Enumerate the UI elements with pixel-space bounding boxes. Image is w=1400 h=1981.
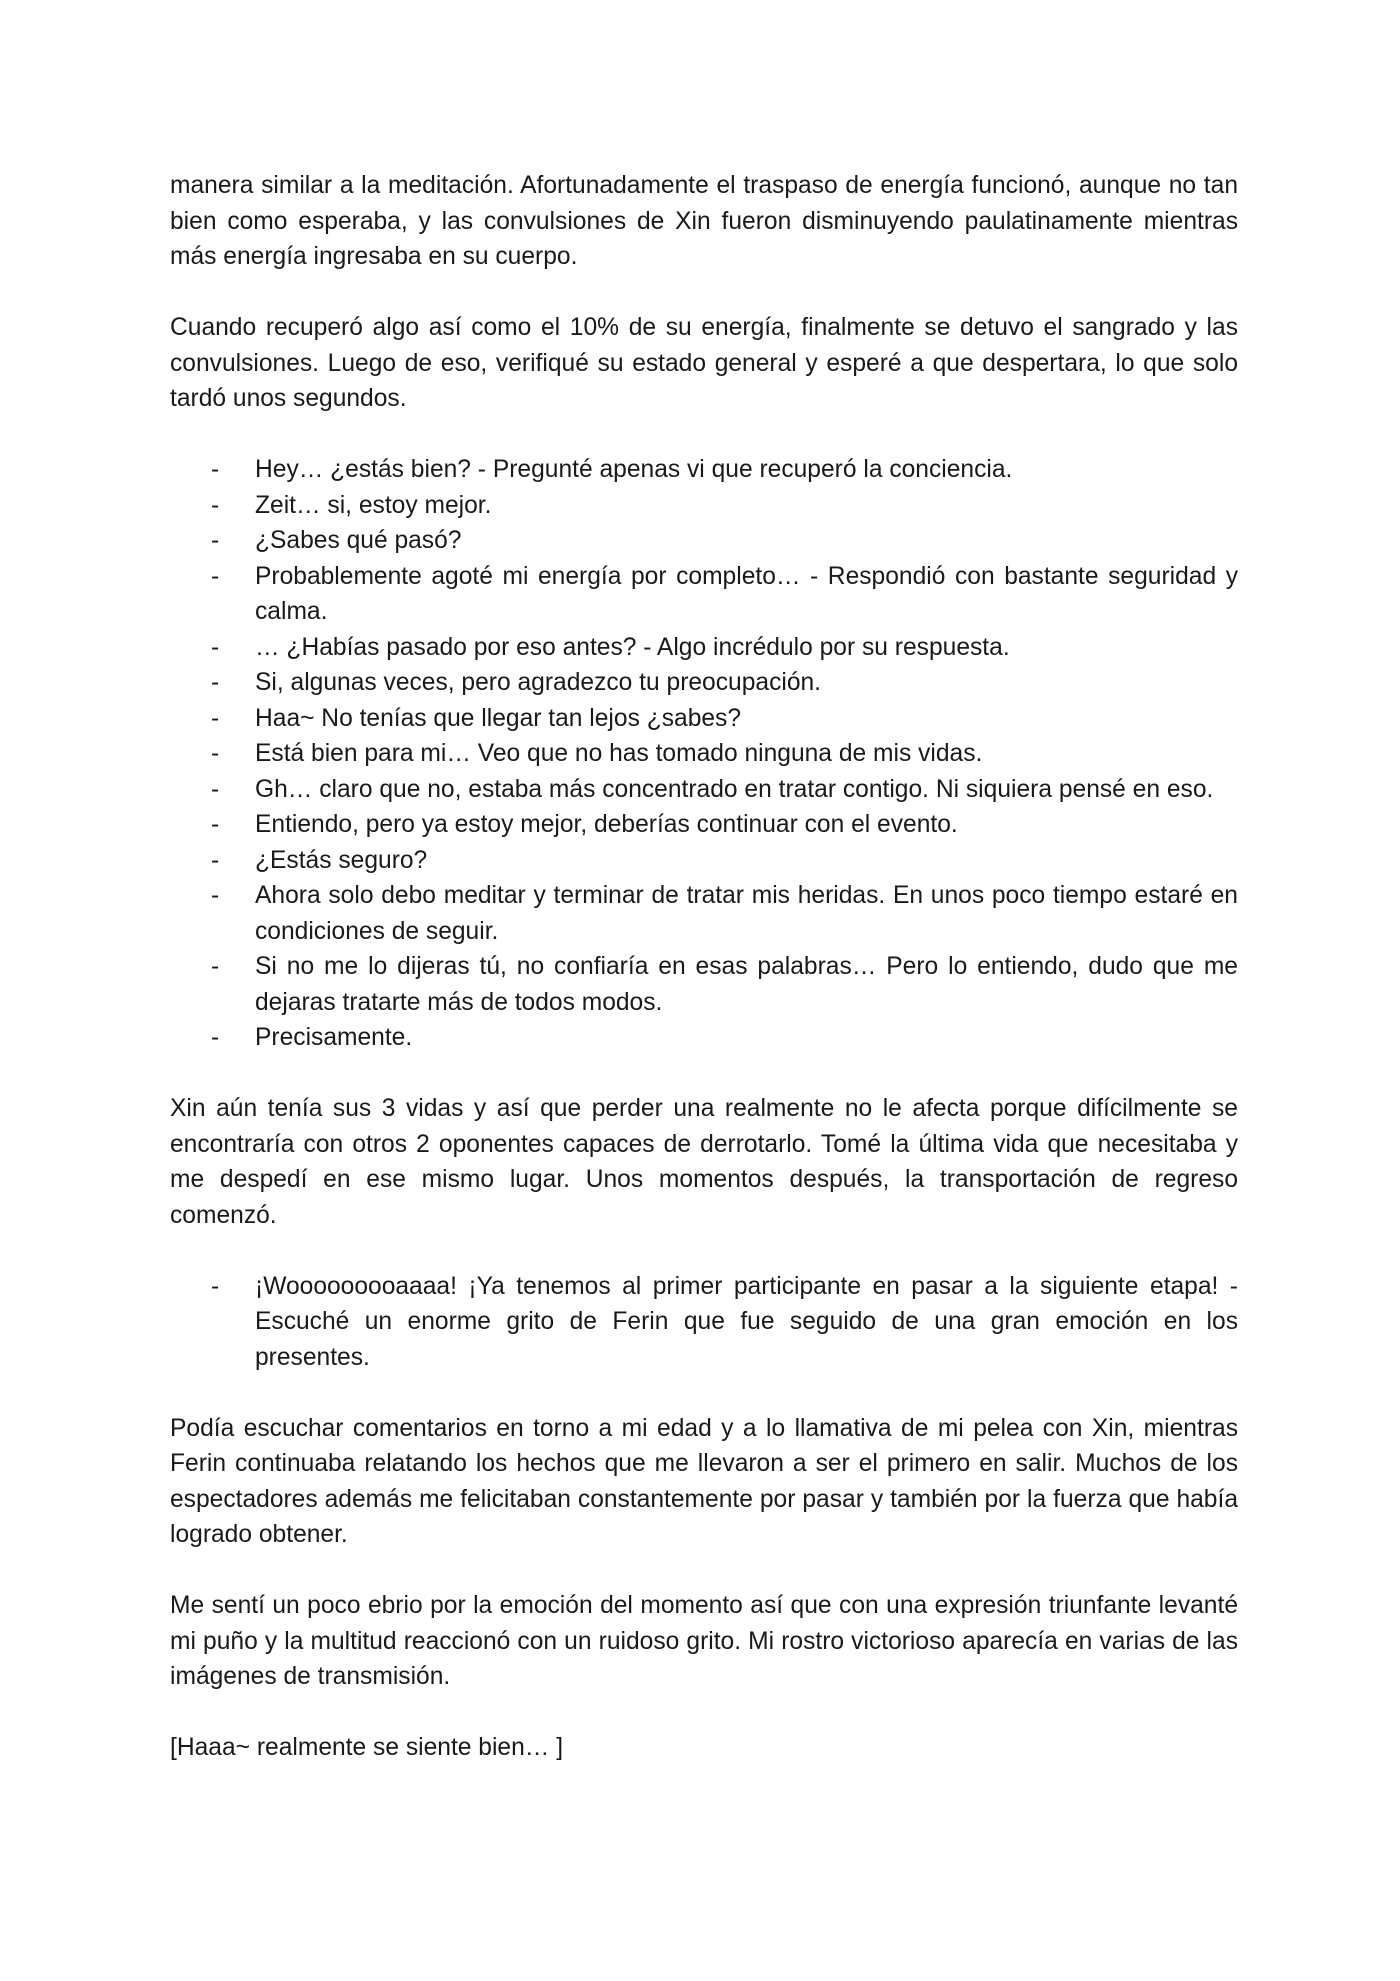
dash-marker: - [211, 1272, 220, 1300]
dialogue-line [170, 949, 1238, 1020]
dash-marker: - [211, 740, 220, 767]
paragraph: Podía escuchar comentarios en torno a mi edad y a lo llamativa de mi pelea con Xin, mientras Ferin continuaba relatando los hechos que me llevaron a ser el primero en salir. Muchos de los espectadores además me felicitaban constantemente por pasar y también por la fuerza que había logrado obtener. [170, 1414, 1238, 1548]
dash-marker: - [211, 633, 220, 661]
dash-marker: - [211, 527, 220, 554]
dash-marker: - [211, 953, 220, 980]
paragraph: manera similar a la meditación. Afortunadamente el traspaso de energía funcionó, aunque no tan bien como esperaba, y las convulsiones de Xin fueron disminuyendo paulatinamente mientras más energía ingresaba en su cuerpo. [170, 172, 1238, 270]
dialogue-line [170, 523, 1238, 559]
paragraph: Cuando recuperó algo así como el 10% de su energía, finalmente se detuvo el sangrado y las convulsiones. Luego de eso, verifiqué su estado general y esperé a que despertara, lo que solo tardó unos segundos. [170, 314, 1238, 412]
closing-thought: [Haaa~ realmente se siente bien… ] [170, 1734, 564, 1761]
dialogue-line [170, 843, 1238, 879]
dialogue-text: Si, algunas veces, pero agradezco tu preocupación. [255, 669, 822, 696]
dialogue-text: Probablemente agoté mi energía por completo… - Respondió con bastante seguridad y calma. [255, 562, 1238, 625]
dialogue-line [170, 452, 1238, 488]
dash-marker: - [211, 491, 220, 519]
paragraph: Xin aún tenía sus 3 vidas y así que perder una realmente no le afecta porque difícilmente se encontraría con otros 2 oponentes capaces de derrotarlo. Tomé la última vida que necesitaba y me despedí en ese mismo lugar. Unos momentos después, la transportación de regreso comenzó. [170, 1095, 1238, 1229]
dialogue-text: Hey… ¿estás bien? - Pregunté apenas vi que recuperó la conciencia. [255, 456, 1013, 483]
dialogue-text: Gh… claro que no, estaba más concentrado en tratar contigo. Ni siquiera pensé en eso. [255, 775, 1214, 803]
paragraph: Me sentí un poco ebrio por la emoción del momento así que con una expresión triunfante levanté mi puño y la multitud reaccionó con un ruidoso grito. Mi rostro victorioso aparecía en varias de las imágenes de transmisión. [170, 1592, 1238, 1690]
dash-marker: - [211, 775, 220, 803]
dash-marker: - [211, 669, 220, 696]
dialogue-line [170, 807, 1238, 843]
dialogue-text: ¡Wooooooooaaaa! ¡Ya tenemos al primer participante en pasar a la siguiente etapa! - Escuché un enorme grito de Ferin que fue seguido de una gran emoción en los presentes. [255, 1272, 1238, 1371]
dialogue-line [170, 701, 1238, 737]
dialogue-text: … ¿Habías pasado por eso antes? - Algo incrédulo por su respuesta. [255, 633, 1010, 661]
dialogue-text: Está bien para mi… Veo que no has tomado ninguna de mis vidas. [255, 740, 983, 767]
dialogue-line [170, 772, 1238, 808]
dash-marker: - [211, 456, 220, 483]
dash-marker: - [211, 1024, 220, 1051]
dash-marker: - [211, 562, 220, 590]
dialogue-text: Si no me lo dijeras tú, no confiaría en esas palabras… Pero lo entiendo, dudo que me dejaras tratarte más de todos modos. [255, 953, 1238, 1016]
dialogue-text: ¿Sabes qué pasó? [255, 527, 462, 554]
dialogue-line [170, 488, 1238, 524]
dialogue-line [170, 1020, 1238, 1056]
dash-marker: - [211, 811, 220, 838]
dialogue-text: Entiendo, pero ya estoy mejor, deberías continuar con el evento. [255, 811, 958, 838]
dialogue-text: Zeit… si, estoy mejor. [255, 491, 492, 519]
dialogue-text: Precisamente. [255, 1024, 413, 1051]
dash-marker: - [211, 882, 220, 909]
dialogue-line [170, 630, 1238, 666]
dialogue-list [170, 1269, 1238, 1376]
dialogue-list [170, 452, 1238, 1056]
dash-marker: - [211, 704, 220, 732]
dash-marker: - [211, 846, 220, 874]
dialogue-line [170, 878, 1238, 949]
dialogue-line [170, 736, 1238, 772]
dialogue-text: Ahora solo debo meditar y terminar de tratar mis heridas. En unos poco tiempo estaré en condiciones de seguir. [255, 882, 1238, 945]
document-page [170, 168, 1238, 1766]
dialogue-line [170, 665, 1238, 701]
dialogue-text: Haa~ No tenías que llegar tan lejos ¿sabes? [255, 704, 742, 732]
dialogue-line [170, 559, 1238, 630]
dialogue-text: ¿Estás seguro? [255, 846, 428, 874]
dialogue-line [170, 1269, 1238, 1376]
